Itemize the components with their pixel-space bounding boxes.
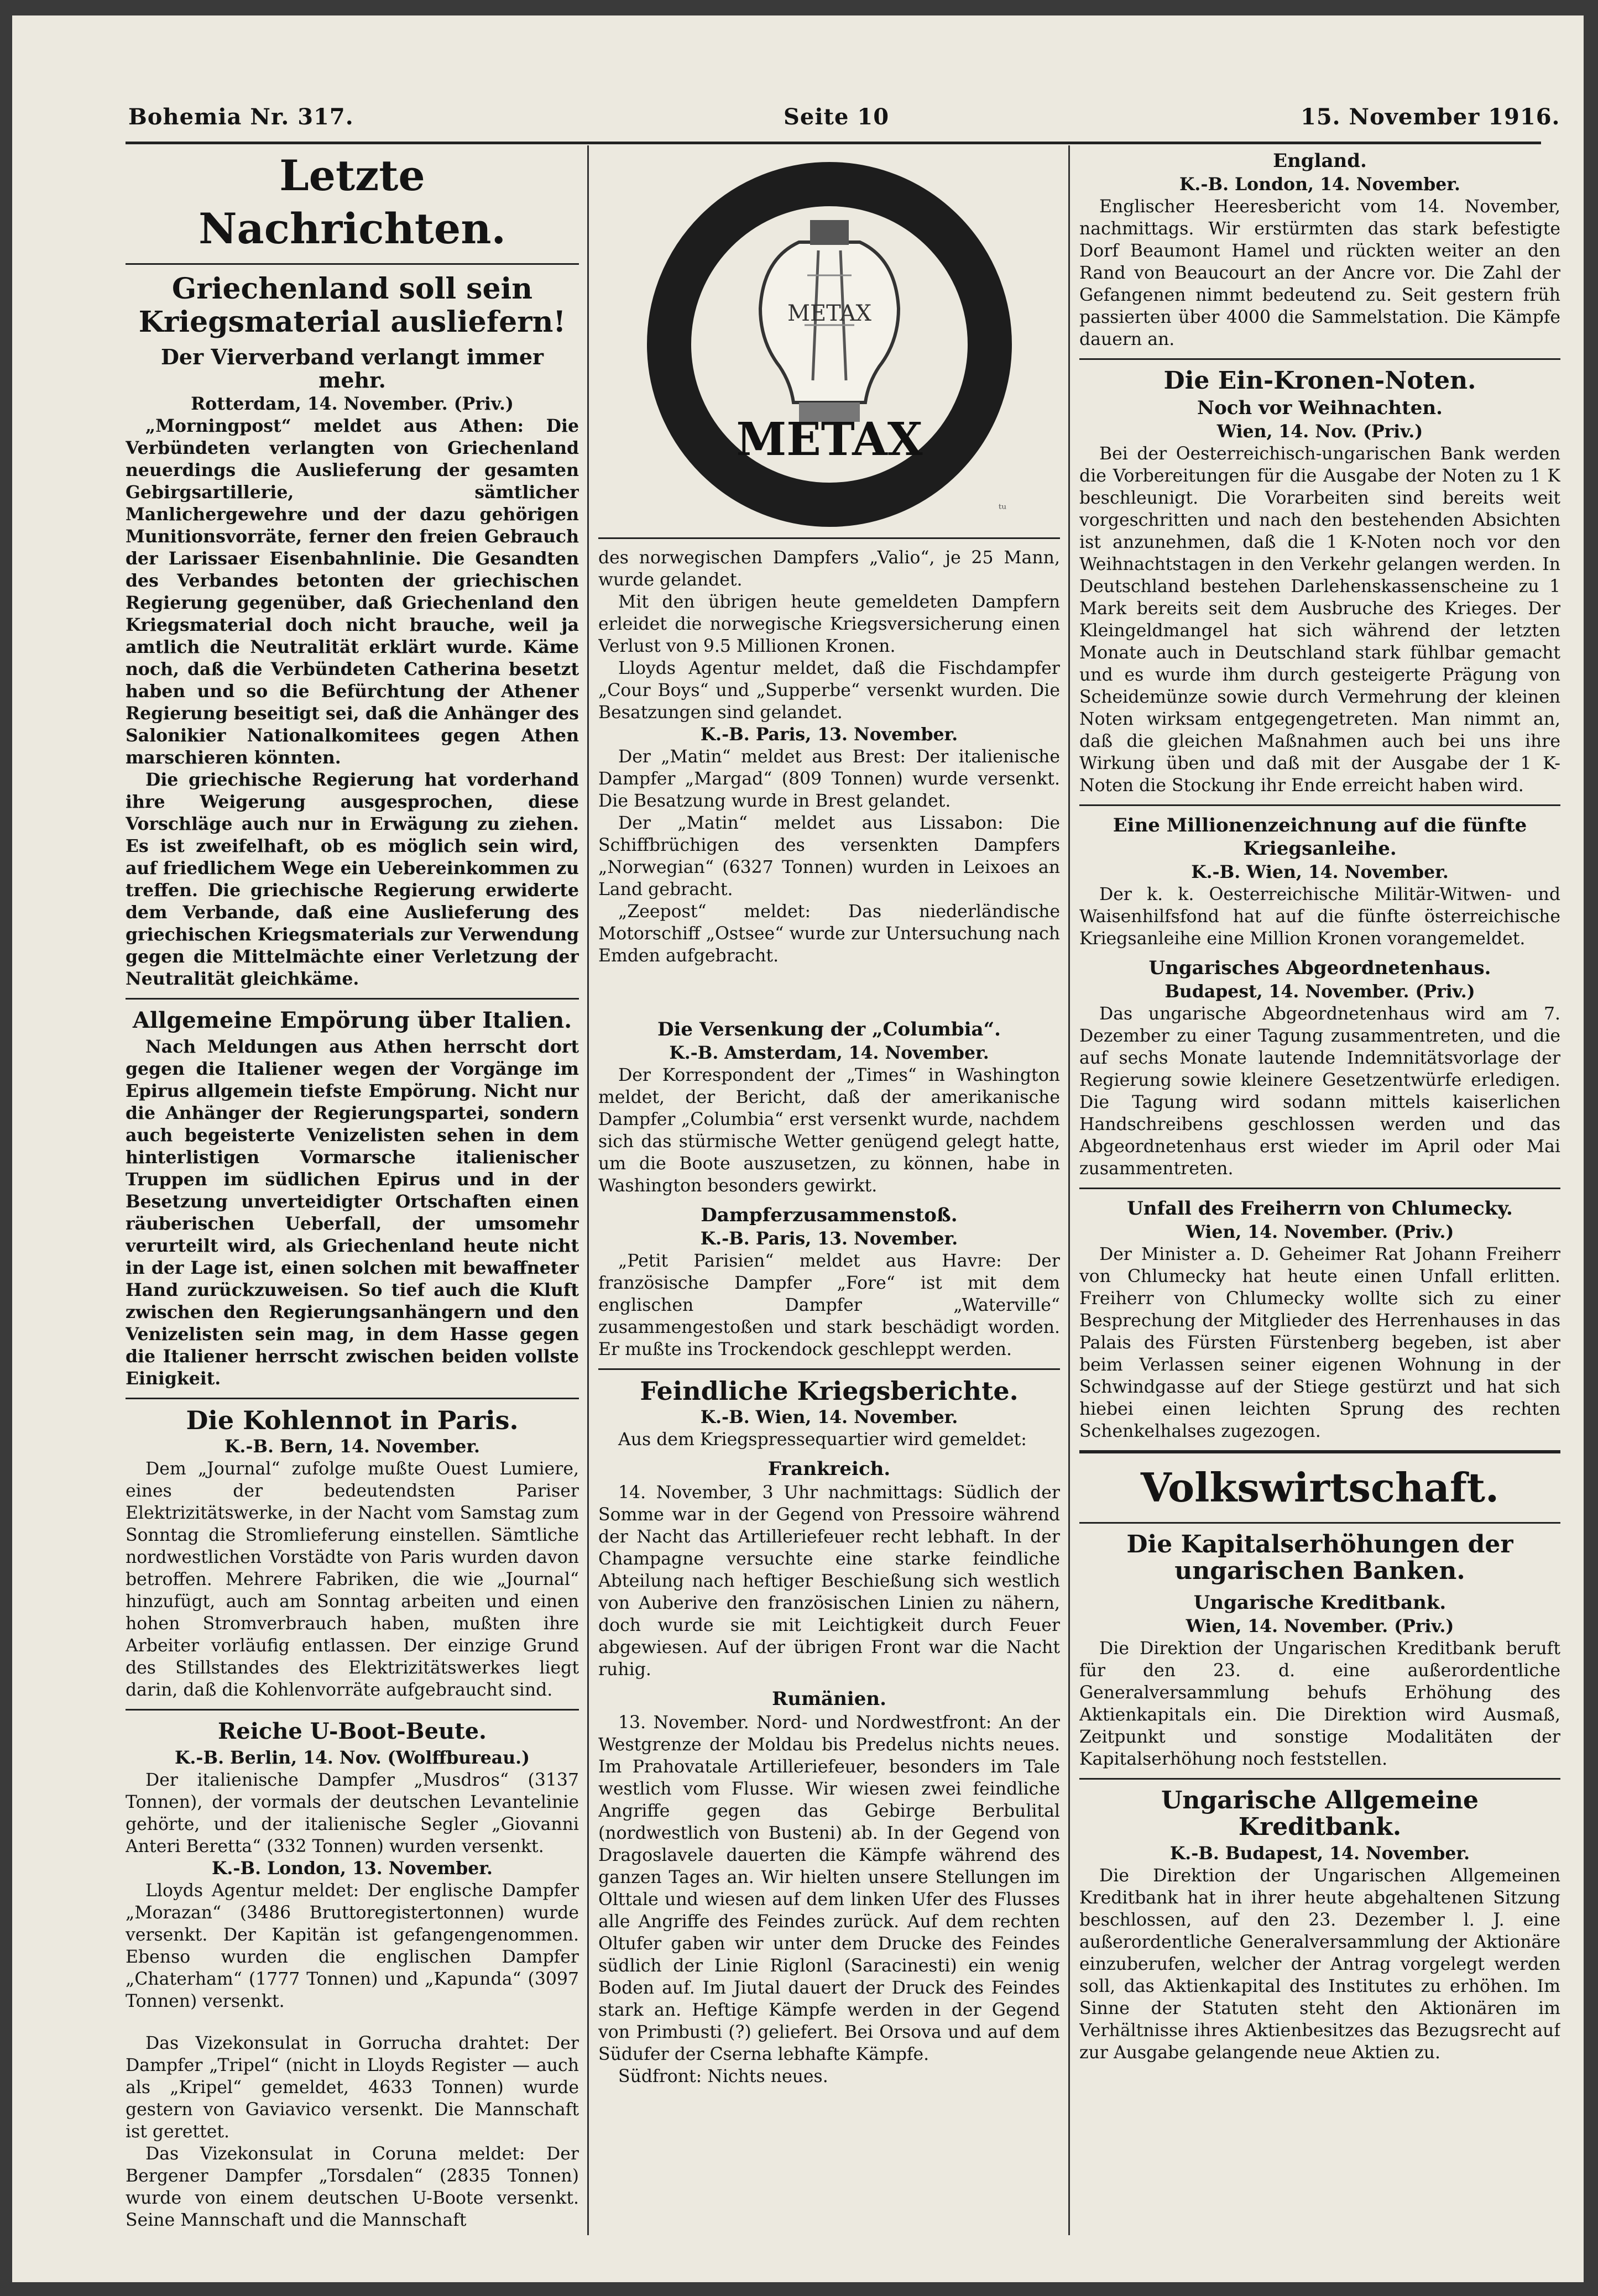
column-divider [587,145,589,2235]
column-3 [1079,149,1560,2234]
paragraph: Lloyds Agentur meldet: Der englische Dampfer „Morazan“ (3486 Bruttoregistertonnen) wurde versenkt. Der Kapitän ist gefangengenommen. Ebenso wurden die englischen Dampfer „Chaterham“ (1777 Tonnen) und „Kapunda“ (3097 Tonnen) versenkt. [126,1881,579,2011]
article-subheadline: Ungarische Kreditbank. [1193,1592,1446,1614]
paragraph: Der k. k. Oesterreichische Militär-Witwen- und Waisenhilfsfond hat auf die fünfte österreichische Kriegsanleihe eine Million Kronen vorangemeldet. [1079,885,1560,949]
bulb-socket [810,220,849,245]
newspaper-page [12,15,1584,2282]
article-headline: Griechenland soll sein Kriegsmaterial ausliefern! [138,272,566,339]
paragraph: 14. November, 3 Uhr nachmittags: Südlich der Somme war in der Gegend von Pressoire während der Nacht das Artilleriefeuer recht lebhaft. In der Champagne versuchte eine starke feindliche Abteilung nach heftiger Beschießung sich westlich von Auberive den französischen Linien zu nähern, doch wurde sie mit Leichtigkeit durch Feuer abgewiesen. Auf der übrigen Front war die Nacht ruhig. [598,1483,1060,1680]
divider [1079,1450,1560,1453]
header-rule [126,142,1541,144]
header-page-number: Seite 10 [784,104,890,130]
paragraph: Der italienische Dampfer „Musdros“ (3137 Tonnen), der vormals der deutschen Levantelinie gehörte, und der italienische Segler „Giovanni Anteri Beretta“ (332 Tonnen) wurden versenkt. [126,1770,579,1856]
article-headline: Die Versenkung der „Columbia“. [657,1018,1001,1040]
section-subheading: England. [1273,150,1367,172]
article-headline: Eine Millionenzeichnung auf die fünfte Kriegsanleihe. [1113,814,1527,860]
paragraph: Lloyds Agentur meldet, daß die Fischdampfer „Cour Boys“ und „Supperbe“ versenkt wurden. Die Besatzungen sind gelandet. [598,658,1060,723]
divider [1079,804,1560,806]
paragraph: Die Direktion der Ungarischen Kreditbank beruft für den 23. d. eine außerordentliche Generalversammlung behufs Erhöhung des Aktienkapitals ein. Die Direktion wird Ausmaß, Zeitpunkt und sonstige Modalitäten der Kapitalserhöhung noch feststellen. [1079,1639,1560,1769]
dateline: Wien, 14. Nov. (Priv.) [1216,421,1423,442]
divider [1079,1188,1560,1189]
dateline: K.-B. Paris, 13. November. [700,1228,958,1249]
article-headline: Unfall des Freiherrn von Chlumecky. [1127,1197,1513,1220]
paragraph: Dem „Journal“ zufolge mußte Ouest Lumiere, eines der bedeutendsten Pariser Elektrizitätswerke, in der Nacht vom Samstag zum Sonntag die Stromlieferung einstellen. Sämtliche nordwestlichen Vorstädte von Paris wurden davon betroffen. Mehrere Fabriken, die wie „Journal“ hinzufügt, auch am Sonntag arbeiten und einen hohen Stromverbrauch haben, mußten ihre Arbeiter vorläufig entlassen. Der einzige Grund des Stillstandes des Elektrizitätswerkes liegt darin, daß die Kohlenvorräte aufgebraucht sind. [126,1459,579,1700]
divider [126,998,579,1000]
paragraph: Der „Matin“ meldet aus Brest: Der italienische Dampfer „Margad“ (809 Tonnen) wurde versenkt. Die Besatzung wurde in Brest gelandet. [598,747,1060,811]
section-subheading: Rumänien. [772,1688,886,1710]
dateline: Wien, 14. November. (Priv.) [1186,1222,1454,1242]
paragraph: Der Minister a. D. Geheimer Rat Johann Freiherr von Chlumecky hat heute einen Unfall erlitten. Freiherr von Chlumecky wollte sich zu einer Besprechung der Mitglieder des Herrenhauses in das Palais des Fürsten Fürstenberg begeben, ist aber beim Verlassen seiner eigenen Wohnung in der Schwindgasse auf der Stiege gestürzt und hat sich hiebei einen leichten Sprung des rechten Schenkelhalses zugezogen. [1079,1244,1560,1441]
dateline: K.-B. London, 13. November. [212,1858,493,1879]
article-subheadline: Der Vierverband verlangt immer mehr. [160,344,544,393]
article-subheadline: Noch vor Weihnachten. [1197,397,1443,419]
paragraph: „Petit Parisien“ meldet aus Havre: Der französische Dampfer „Fore“ ist mit dem englischen Dampfer „Waterville“ zusammengestoßen und stark beschädigt worden. Er mußte ins Trockendock geschleppt werden. [598,1251,1060,1359]
divider [1079,1778,1560,1780]
metax-advertisement [641,159,1017,530]
header-date: 15. November 1916. [1301,104,1560,130]
article-headline: Die Kapitalserhöhungen der ungarischen Banken. [1126,1530,1513,1585]
article-headline: Allgemeine Empörung über Italien. [132,1007,572,1033]
lightbulb-advertisement-graphic [641,159,1017,530]
dateline: K.-B. London, 14. November. [1179,174,1460,195]
paragraph: Aus dem Kriegspressequartier wird gemeldet: [618,1430,1027,1450]
ad-corner-mark: ᵗᵘ [998,503,1006,516]
paragraph: Bei der Oesterreichisch-ungarischen Bank werden die Vorbereitungen für die Ausgabe der Noten zu 1 K beschleunigt. Die Vorarbeiten sind bereits weit vorgeschritten und nach den bestehenden Absichten ist anzunehmen, daß die 1 K-Noten noch vor den Weihnachtstagen in den Verkehr gelangen werden. In Deutschland bestehen Darlehenskassenscheine zu 1 Mark bereits seit dem Ausbruche des Krieges. Der Kleingeldmangel hat sich während der letzten Monate auch in Deutschland stark fühlbar gemacht und es wurde ihm durch gesteigerte Prägung von Scheidemünze sowie durch Vermehrung der kleinen Noten wirksam entgegengetreten. Man nimmt an, daß die gleichen Maßnahmen auch bei uns ihre Wirkung üben und daß mit der Ausgabe der 1 K-Noten die Stockung ihr Ende erreicht haben wird. [1079,444,1560,796]
paragraph: Der „Matin“ meldet aus Lissabon: Die Schiffbrüchigen des versenkten Dampfers „Norwegian“ (6327 Tonnen) wurden in Leixoes an Land gebracht. [598,813,1060,899]
paragraph: Die Direktion der Ungarischen Allgemeinen Kreditbank hat in ihrer heute abgehaltenen Sitzung beschlossen, auf den 23. Dezember l. J. eine außerordentliche Generalversammlung der Aktionäre einzuberufen, welcher der Antrag vorgelegt werden soll, das Aktienkapital des Institutes zu erhöhen. Im Sinne der Statuten steht den Aktionären im Verhältnisse ihres Aktienbesitzes das Bezugsrecht auf zur Ausgabe gelangende neue Aktien zu. [1079,1866,1560,2063]
paragraph: Das ungarische Abgeordnetenhaus wird am 7. Dezember zu einer Tagung zusammentreten, und die auf sechs Monate lautende Indemnitätsvorlage der Regierung sowie kleinere Gesetzentwürfe erledigen. Die Tagung wird sodann mittels kaiserlichen Handschreibens geschlossen werden und das Abgeordnetenhaus erst wieder im April oder Mai zusammentreten. [1079,1004,1560,1179]
article-headline: Dampferzusammenstoß. [701,1204,958,1226]
paragraph: Das Vizekonsulat in Coruna meldet: Der Bergener Dampfer „Torsdalen“ (2835 Tonnen) wurde von einem deutschen U-Boote versenkt. Seine Mannschaft und die Mannschaft [126,2144,579,2230]
divider [126,1398,579,1399]
dateline: Budapest, 14. November. (Priv.) [1164,981,1475,1002]
paragraph: 13. November. Nord- und Nordwestfront: An der Westgrenze der Moldau bis Predelus nichts neues. Im Prahovatale Artilleriefeuer, besonders im Tale westlich vom Flusse. Wir wiesen zwei feindliche Angriffe gegen das Gebirge Berbulital (nordwestlich von Busteni) ab. In der Gegend von Dragoslavele dauerten die Kämpfe während des ganzen Tages an. Wir hielten unsere Stellungen im Olttale und wiesen auf dem linken Ufer des Flusses alle Angriffe des Feindes zurück. Auf dem rechten Oltufer gaben wir unter dem Drucke des Feindes südlich der Linie Riglonl (Saracinesti) ein wenig Boden auf. Im Jiutal dauert der Druck des Feindes stark an. Heftige Kämpfe werden in der Gegend von Primbusti (?) geliefert. Bei Orsova und auf dem Südufer der Cserna lebhafte Kämpfe. [598,1713,1060,2064]
dateline: K.-B. Paris, 13. November. [700,724,958,745]
dateline: K.-B. Amsterdam, 14. November. [669,1043,989,1063]
bulb-label: METAX [787,301,871,326]
divider [1079,358,1560,360]
paragraph: „Morningpost“ meldet aus Athen: Die Verbündeten verlangten von Griechenland neuerdings die Auslieferung der gesamten Gebirgsartillerie, sämtlicher Manlichergewehre und der dazu gehörigen Munitionsvorräte, ferner den freien Gebrauch der Larissaer Eisenbahnlinie. Die Gesandten des Verbandes betonten der griechischen Regierung gegenüber, daß Griechenland den Kriegsmaterial doch nicht brauche, weil ja amtlich die Neutralität erklärt wurde. Käme noch, daß die Verbündeten Catherina besetzt haben und so die Befürchtung der Athener Regierung beseitigt sei, daß die Anhänger des Salonikier Nationalkomitees gegen Athen marschieren könnten. [126,416,579,768]
dateline: K.-B. Bern, 14. November. [224,1436,481,1457]
article-headline: Ungarische Allgemeine Kreditbank. [1161,1786,1479,1841]
dateline: K.-B. Wien, 14. November. [700,1407,958,1427]
paragraph: Der Korrespondent der „Times“ in Washington meldet, der Bericht, daß der amerikanische Dampfer „Columbia“ erst versenkt wurde, nachdem sich das stürmische Wetter genügend gelegt hatte, um die Boote auszusetzen, zu können, habe in Washington besonders gewirkt. [598,1065,1060,1196]
dateline: Wien, 14. November. (Priv.) [1186,1616,1454,1636]
header-issue: Bohemia Nr. 317. [128,104,354,130]
article-headline: Die Kohlennot in Paris. [186,1405,519,1435]
paragraph: des norwegischen Dampfers „Valio“, je 25 Mann, wurde gelandet. [598,548,1060,590]
article-headline: Reiche U-Boot-Beute. [218,1718,487,1744]
column-1 [126,149,579,2234]
article-headline: Ungarisches Abgeordnetenhaus. [1148,957,1491,979]
column-divider [1068,145,1070,2235]
divider [598,537,1060,539]
paragraph: Nach Meldungen aus Athen herrscht dort gegen die Italiener wegen der Vorgänge im Epirus allgemein tiefste Empörung. Nicht nur die Anhänger der Regierungspartei, sondern auch begeisterte Venizelisten sehen in dem hinterlistigen Vormarsche italienischer Truppen im südlichen Epirus und in der Besetzung unverteidigter Ortschaften einen räuberischen Ueberfall, der umsomehr verurteilt wird, als Griechenland heute nicht in der Lage ist, einen solchen mit bewaffneter Hand zurückzuweisen. So tief auch die Kluft zwischen den Regierungsanhängern und den Venizelisten sein mag, in dem Hasse gegen die Italiener herrscht zwischen beiden vollste Einigkeit. [126,1037,579,1389]
divider [126,1709,579,1711]
column-2 [598,149,1060,2234]
section-subheading: Frankreich. [767,1458,891,1480]
dateline: K.-B. Wien, 14. November. [1191,862,1449,882]
paragraph: Mit den übrigen heute gemeldeten Dampfern erleidet die norwegische Kriegsversicherung einen Verlust von 9.5 Millionen Kronen. [598,592,1060,656]
section-title: Volkswirtschaft. [1140,1464,1500,1511]
paragraph: Englischer Heeresbericht vom 14. November, nachmittags. Wir erstürmten das stark befestigte Dorf Beaumont Hamel und rückten weiter an den Rand von Beaucourt an der Ancre vor. Die Zahl der Gefangenen nimmt bedeutend zu. Seit gestern früh passierten über 4000 die Sammelstation. Die Kämpfe dauern an. [1079,197,1560,349]
article-headline: Die Ein-Kronen-Noten. [1163,367,1476,395]
article-headline: Feindliche Kriegsberichte. [640,1376,1019,1406]
paragraph: Die griechische Regierung hat vorderhand ihre Weigerung ausgesprochen, diese Vorschläge auch nur in Erwägung zu ziehen. Es ist zweifelhaft, ob es möglich sein wird, auf friedlichem Wege ein Uebereinkommen zu treffen. Die griechische Regierung erwiderte dem Verbande, daß eine Auslieferung des griechischen Kriegsmaterials zur Verwendung gegen die Mittelmächte einer Verletzung der Neutralität gleichkäme. [126,770,579,989]
divider [598,1368,1060,1370]
dateline: Rotterdam, 14. November. (Priv.) [191,394,514,414]
dateline: K.-B. Berlin, 14. Nov. (Wolffbureau.) [175,1748,530,1768]
divider [126,263,579,265]
paragraph: Südfront: Nichts neues. [618,2067,828,2086]
section-title: Letzte Nachrichten. [199,151,506,253]
paragraph: „Zeepost“ meldet: Das niederländische Motorschiff „Ostsee“ wurde zur Untersuchung nach Emden aufgebracht. [598,902,1060,966]
paragraph: Das Vizekonsulat in Gorrucha drahtet: Der Dampfer „Tripel“ (nicht in Lloyds Register — auch als „Kripel“ gemeldet, 4633 Tonnen) wurde gestern von Gaviavico versenkt. Die Mannschaft ist gerettet. [126,2033,579,2142]
divider [1079,1522,1560,1524]
brand-label: METAX [735,413,923,466]
dateline: K.-B. Budapest, 14. November. [1169,1843,1470,1864]
